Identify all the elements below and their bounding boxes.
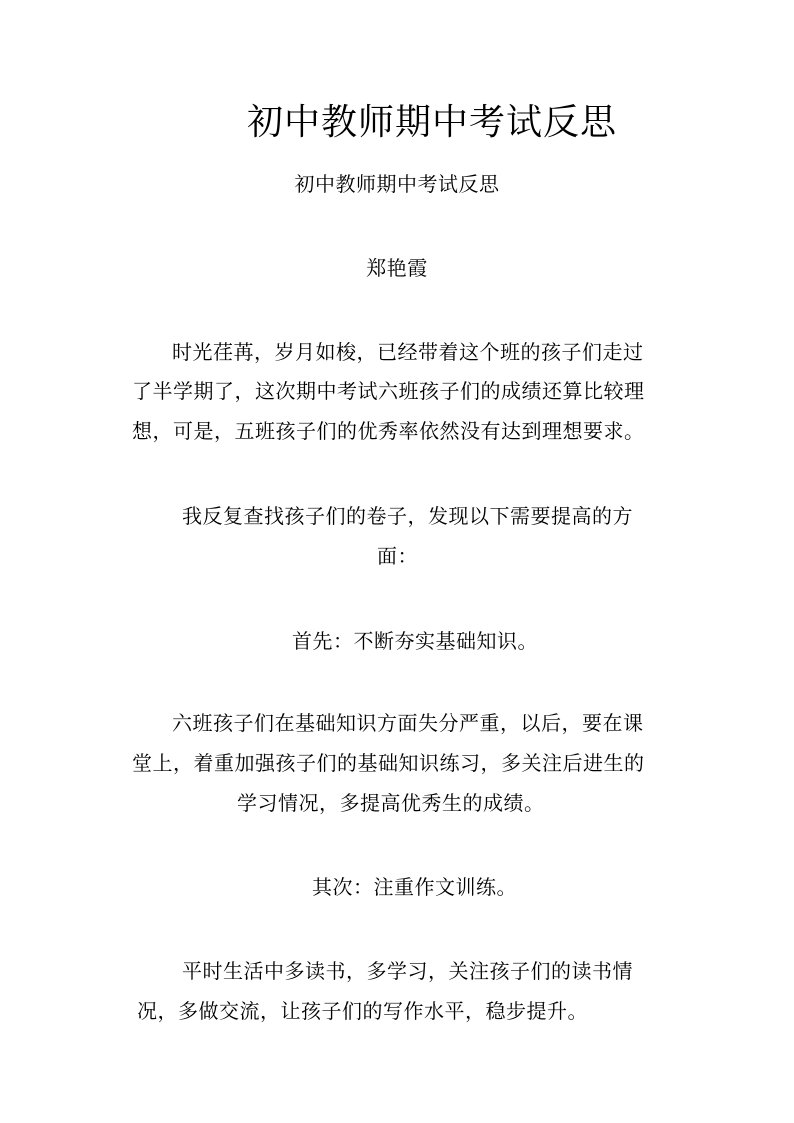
section-heading: 其次：注重作文训练。 (312, 875, 517, 899)
paragraph-line: 平时生活中多读书，多学习，关注孩子们的读书情 (182, 959, 633, 983)
paragraph-line: 面： (377, 544, 418, 568)
paragraph-line: 六班孩子们在基础知识方面失分严重，以后，要在课 (172, 711, 644, 735)
paragraph-line: 了半学期了，这次期中考试六班孩子们的成绩还算比较理 (132, 379, 645, 403)
paragraph-line: 况，多做交流，让孩子们的写作水平，稳步提升。 (137, 999, 588, 1023)
paragraph-line: 我反复查找孩子们的卷子，发现以下需要提高的方 (182, 504, 633, 528)
paragraph-line: 想，可是，五班孩子们的优秀率依然没有达到理想要求。 (132, 419, 645, 443)
document-title: 初中教师期中考试反思 (246, 102, 617, 143)
paragraph-line: 时光荏苒，岁月如梭，已经带着这个班的孩子们走过 (172, 340, 644, 364)
paragraph-line: 学习情况，多提高优秀生的成绩。 (237, 791, 545, 815)
document-subtitle: 初中教师期中考试反思 (294, 172, 500, 196)
document-author: 郑艳霞 (366, 256, 428, 280)
section-heading: 首先：不断夯实基础知识。 (292, 629, 538, 653)
paragraph-line: 堂上，着重加强孩子们的基础知识练习，多关注后进生的 (132, 751, 645, 775)
